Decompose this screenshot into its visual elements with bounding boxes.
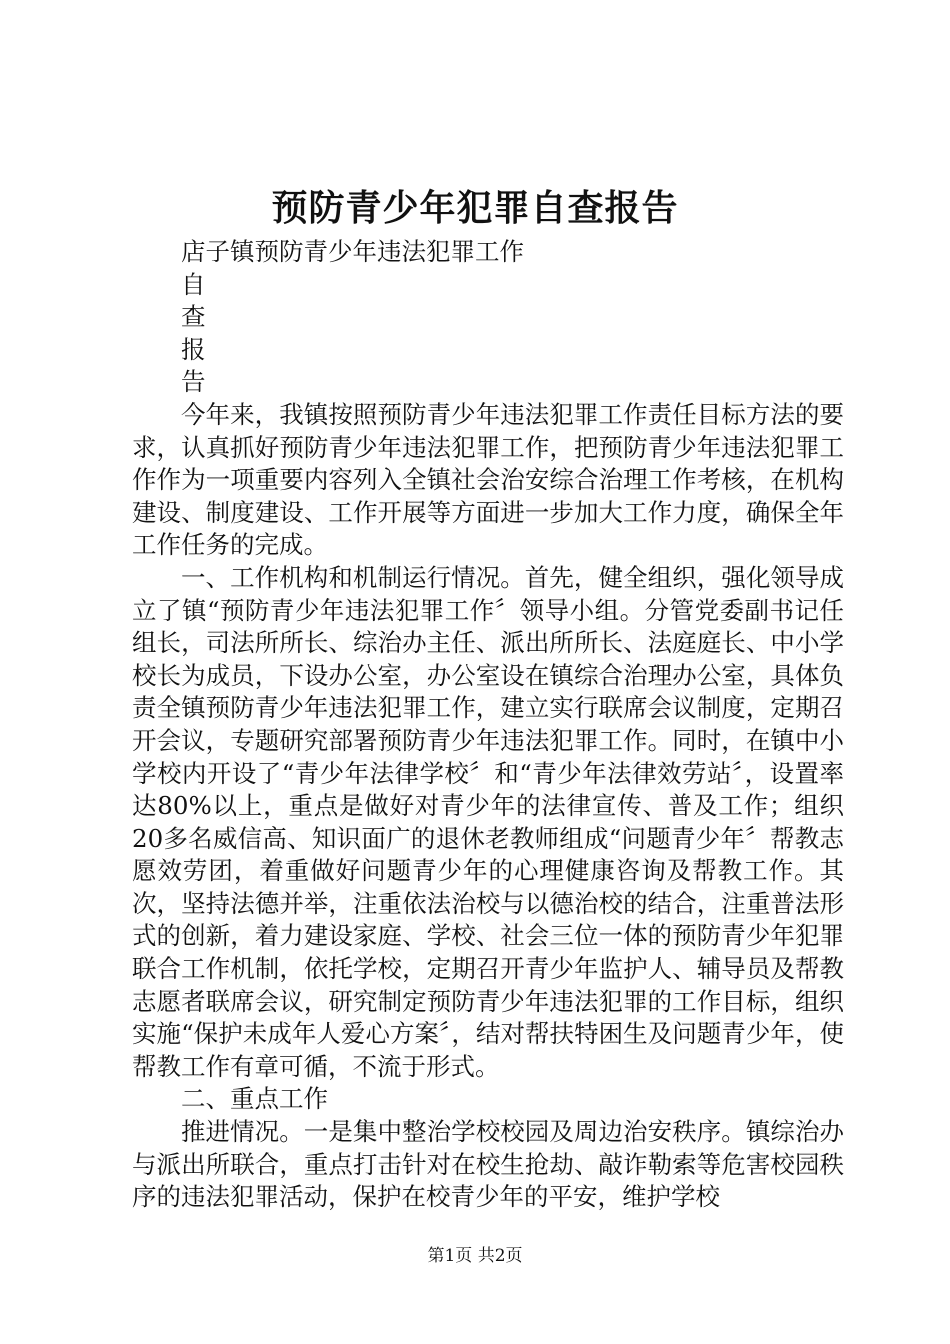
subtitle-line: 报	[181, 334, 206, 364]
subtitle-line: 查	[181, 302, 206, 332]
section-heading-2: 二、重点工作	[181, 1084, 328, 1114]
paragraph-intro: 今年来，我镇按照预防青少年违法犯罪工作责任目标方法的要求，认真抓好预防青少年违法犯罪工作，把预防青少年违法犯罪工作作为一项重要内容列入全镇社会治安综合治理工作考核，在机构建设、制度建设、工作开展等方面进一步加大工作力度，确保全年工作任务的完成。	[132, 399, 844, 560]
page-footer: 第1页 共2页	[427, 1246, 523, 1266]
paragraph-section-1: 一、工作机构和机制运行情况。首先，健全组织，强化领导成立了镇“预防青少年违法犯罪工作〞领导小组。分管党委副书记任组长，司法所所长、综治办主任、派出所所长、法庭庭长、中小学校长为成员，下设办公室，办公室设在镇综合治理办公室，具体负责全镇预防青少年违法犯罪工作，建立实行联席会议制度，定期召开会议，专题研究部署预防青少年违法犯罪工作。同时，在镇中小学校内开设了“青少年法律学校〞和“青少年法律效劳站〞，设置率达80%以上，重点是做好对青少年的法律宣传、普及工作；组织20多名威信高、知识面广的退休老教师组成“问题青少年〞帮教志愿效劳团，着重做好问题青少年的心理健康咨询及帮教工作。其次，坚持法德并举，注重依法治校与以德治校的结合，注重普法形式的创新，着力建设家庭、学校、社会三位一体的预防青少年犯罪联合工作机制，依托学校，定期召开青少年监护人、辅导员及帮教志愿者联席会议，研究制定预防青少年违法犯罪的工作目标，组织实施“保护未成年人爱心方案〞，结对帮扶特困生及问题青少年，使帮教工作有章可循，不流于形式。	[132, 562, 844, 1081]
paragraph-section-2: 推进情况。一是集中整治学校校园及周边治安秩序。镇综治办与派出所联合，重点打击针对在校生抢劫、敲诈勒索等危害校园秩序的违法犯罪活动，保护在校青少年的平安，维护学校	[132, 1117, 844, 1212]
subtitle-line: 自	[181, 269, 206, 299]
subtitle-line: 店子镇预防青少年违法犯罪工作	[181, 237, 524, 266]
document-title: 预防青少年犯罪自查报告	[271, 187, 679, 229]
subtitle-line: 告	[181, 367, 206, 397]
document-body	[132, 236, 844, 1214]
